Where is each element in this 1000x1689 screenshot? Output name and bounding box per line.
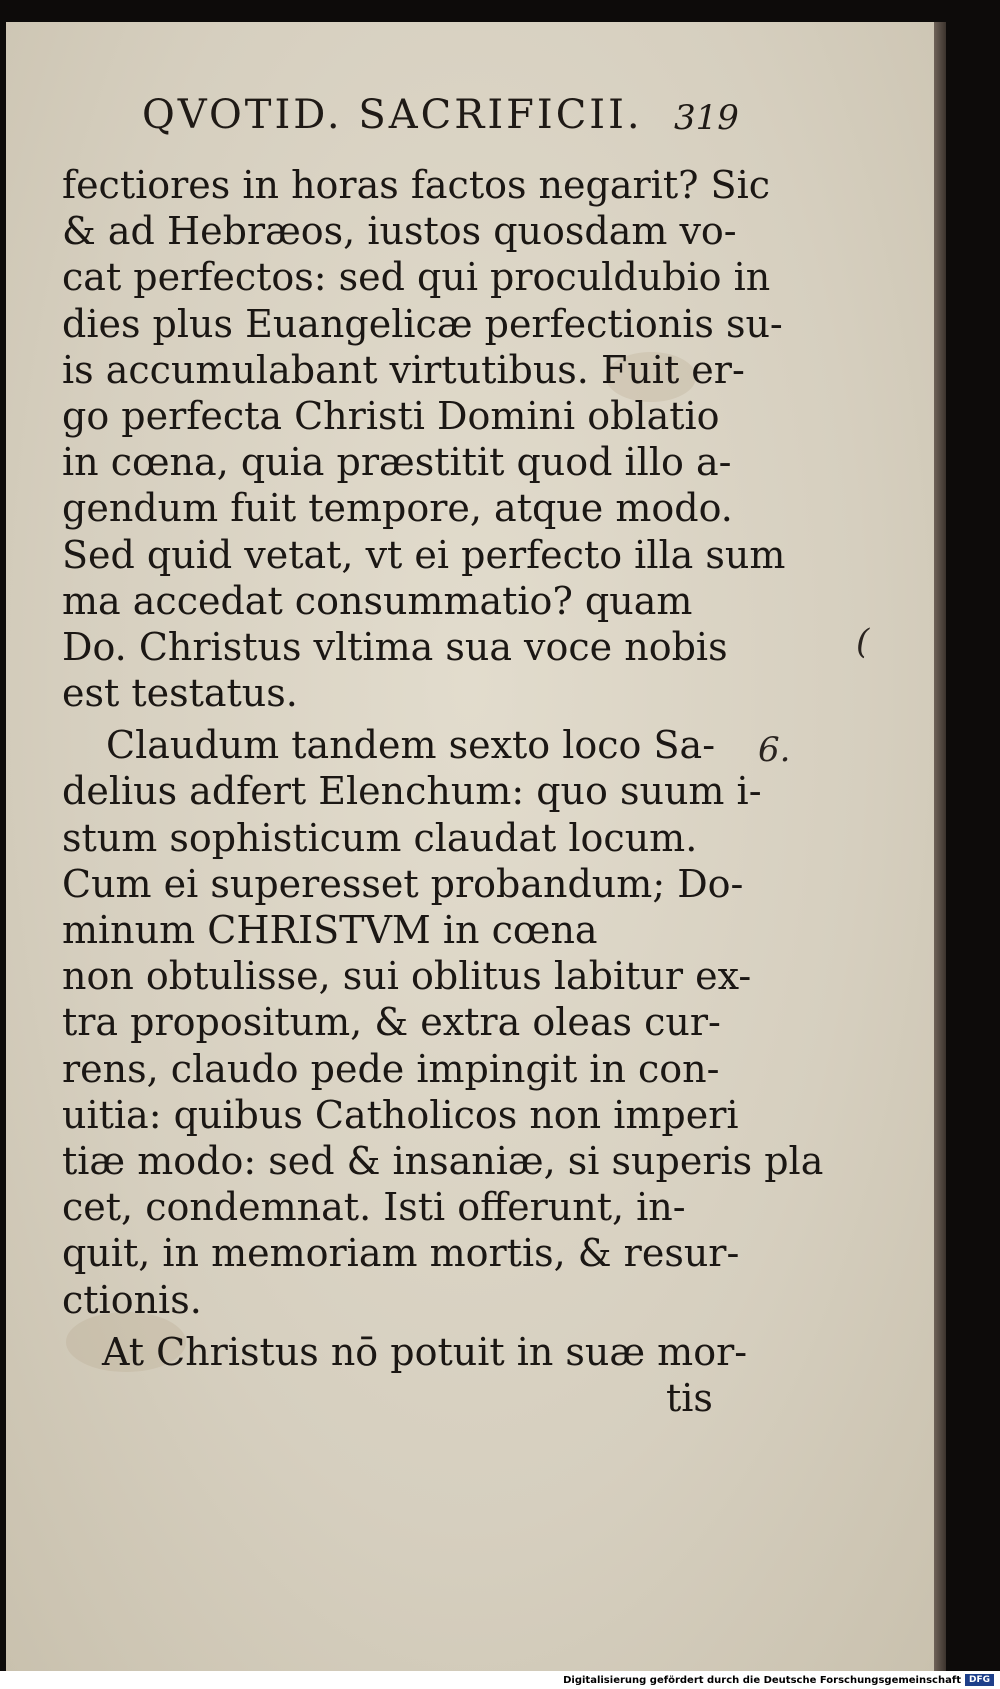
text-line: quit, in memoriam mortis, & resur- — [62, 1231, 740, 1276]
catchword: tis — [666, 1375, 713, 1420]
text-line: go perfecta Christi Domini oblatio — [62, 393, 720, 438]
text-line: est testatus. — [62, 671, 298, 716]
body-text — [62, 162, 824, 1421]
text-line: stum sophisticum claudat locum. — [62, 815, 698, 860]
text-line: Cum ei superesset probandum; Do- — [62, 861, 744, 906]
text-line: minum CHRISTVM in cœna — [62, 908, 598, 952]
text-line: uitia: quibus Catholicos non imperi — [62, 1092, 739, 1137]
text-line: cat perfectos: sed qui proculdubio in — [62, 255, 771, 300]
text-line: rens, claudo pede impingit in con- — [62, 1046, 720, 1091]
text-line: ctionis. — [62, 1277, 202, 1322]
text-line: ma accedat consummatio? quam — [62, 578, 693, 623]
running-title: QVOTID. SACRIFICII. — [142, 92, 643, 138]
text-line: gendum fuit tempore, atque modo. — [62, 486, 733, 531]
text-line: dies plus Euangelicæ perfectionis su- — [62, 301, 783, 346]
text-line: in cœna, quia præstitit quod illo a- — [62, 440, 732, 485]
text-line: Do. Christus vltima sua voce nobis — [62, 624, 728, 669]
page-number: 319 — [674, 98, 739, 138]
text-line: fectiores in horas factos negarit? Sic — [62, 163, 771, 207]
text-line: tiæ modo: sed & insaniæ, si superis pla — [62, 1138, 824, 1183]
margin-paren: ( — [856, 622, 870, 662]
margin-section-number: 6. — [758, 730, 791, 770]
text-line: cet, condemnat. Isti offerunt, in- — [62, 1185, 686, 1230]
book-page — [6, 22, 946, 1674]
dfg-logo: DFG — [965, 1674, 994, 1686]
text-line: non obtulisse, sui oblitus labitur ex- — [62, 954, 752, 999]
footer-credit: Digitalisierung gefördert durch die Deutsche Forschungsgemeinschaft — [563, 1674, 961, 1686]
text-line: Sed quid vetat, vt ei perfecto illa sum — [62, 532, 786, 577]
text-line: is accumulabant virtutibus. Fuit er- — [62, 347, 745, 392]
text-line: At Christus nō potuit in suæ mor- — [102, 1329, 748, 1374]
running-header — [142, 92, 742, 162]
text-line: tra propositum, & extra oleas cur- — [62, 1000, 721, 1045]
text-line: delius adfert Elenchum: quo suum i- — [62, 769, 762, 814]
text-line: & ad Hebræos, iustos quosdam vo- — [62, 209, 737, 254]
footer-bar — [0, 1671, 1000, 1689]
page-edge — [934, 22, 946, 1674]
text-line: Claudum tandem sexto loco Sa- — [106, 723, 716, 768]
